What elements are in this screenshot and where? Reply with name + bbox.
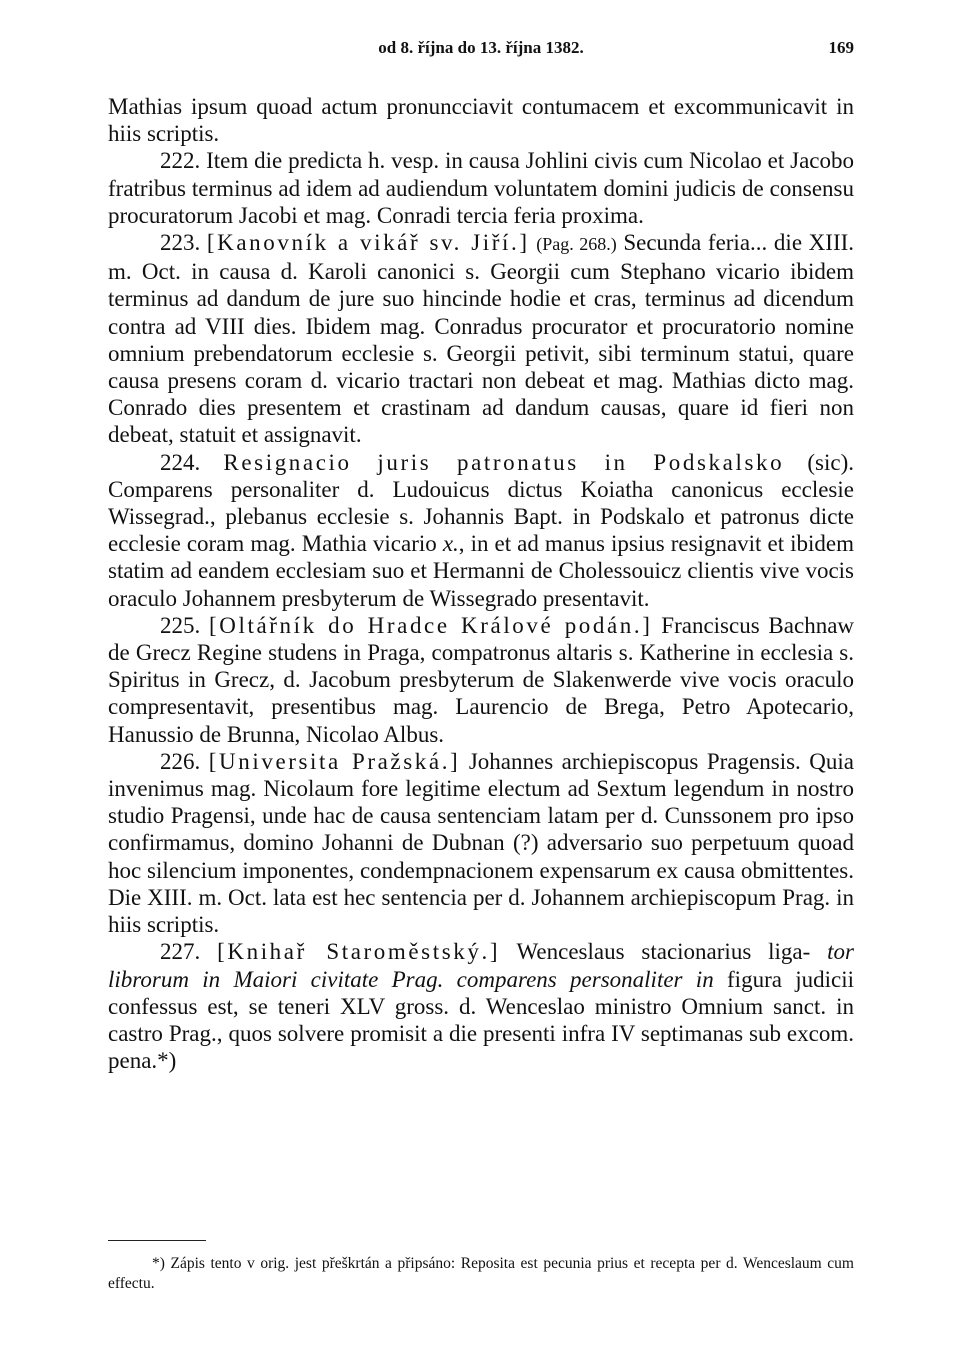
- entry-number: 224.: [160, 449, 201, 475]
- entry-rubric: [Kanovník a vikář sv. Jiří.]: [206, 230, 530, 256]
- body-text: [108, 93, 854, 1074]
- footnote-rule: [108, 1240, 206, 1241]
- entry-224: [108, 449, 854, 612]
- paragraph-text: Secunda feria... die XIII. m. Oct. in causa d. Karoli canonici s. Georgii cum Stephano vicario ibidem terminus ad dandum de jure suo hincinde hodie et cras, terminus ad dicendum contra ad VIII dies. Ibidem mag. Conradus procurator et procuratorio nomine omnium prebendatorum ecclesie s. Georgii petivit, sibi terminum statui, quare causa presens coram d. vicario tractari non debeat et mag. Mathias dicto mag. Conrado dies presentem et crastinam ad dandum causas, quare id fieri non debeat, statuit et assignavit.: [108, 230, 855, 448]
- paragraph-text: figura judicii confessus est, se teneri XLV gross. d. Wenceslao ministro Omnium sanct. in castro Prag., quos solvere promisit a die presenti infra IV septimanas sub excom. pena.*): [108, 966, 855, 1074]
- footnote-text: Zápis tento v orig. jest přeškrtán a připsáno: Reposita est pecunia prius et recepta per d. Wenceslaum cum effectu.: [108, 1255, 854, 1292]
- paragraph-text: Johannes archiepiscopus Pragensis. Quia invenimus mag. Nicolaum fore legitime electum ad Sextum legendum in nostro studio Pragensi, unde hac de causa sentenciam latam per d. Cunssonem pro ipso confirmamus, domino Johanni de Dubnan (?) adversario suo perpetuum quoad hoc silencium imponentes, condempnacionem expensarum ex causa obmittentes. Die XIII. m. Oct. lata est hec sentencia per d. Johannem archiepiscopum Prag. in hiis scriptis.: [108, 748, 855, 938]
- page-number: 169: [828, 38, 854, 57]
- paragraph-text: Wenceslaus stacionarius liga-: [516, 939, 811, 965]
- paragraph-text: Mathias ipsum quoad actum pronuncciavit contumacem et excommunicavit in hiis scriptis.: [108, 94, 854, 147]
- page-reference: (Pag. 268.): [536, 234, 617, 255]
- rubric-note: (sic).: [807, 449, 854, 475]
- paragraph-text: Franciscus Bachnaw de Grecz Regine studens in Praga, compatronus altaris s. Katherine in ecclesia s. Spiritus in Grecz, d. Jacobum presbyterum de Slakenwerde vive vocis oraculo compresentavit, presentibus mag. Laurencio de Brega, Petro Apotecario, Hanussio de Brunna, Nicolao Albus.: [108, 612, 855, 747]
- running-header: [108, 38, 854, 66]
- paragraph-continuation: [108, 93, 854, 147]
- paragraph-text: 222. Item die predicta h. vesp. in causa Johlini civis cum Nicolao et Jacobo fratribus terminus ad idem ad audiendum voluntatem domini judicis de consensu procuratorum Jacobi et mag. Conradi tercia feria proxima.: [108, 148, 854, 228]
- entry-number: 225.: [160, 612, 201, 638]
- entry-222: [108, 147, 854, 229]
- running-head-title: od 8. října do 13. října 1382.: [378, 38, 584, 57]
- footnote: [108, 1254, 854, 1294]
- paragraph-text: Comparens personaliter d. Ludouicus dictus Koiatha canonicus ecclesie Wissegrad., plebanus ecclesie s. Johannis Bapt. in Podskalo et patronus dicte ecclesie coram mag. Mathia vicario: [108, 476, 854, 557]
- entry-number: 226.: [160, 748, 201, 774]
- entry-227: [108, 938, 854, 1074]
- entry-rubric: [Universita Pražská.]: [208, 748, 461, 774]
- italic-text: tor librorum in Maiori civitate Prag. comparens personaliter in: [108, 939, 855, 992]
- entry-number: 227.: [160, 939, 201, 965]
- entry-rubric: [Knihař Staroměstský.]: [217, 939, 501, 965]
- footnote-marker: *): [152, 1255, 165, 1272]
- document-page: [108, 38, 854, 1074]
- entry-226: [108, 748, 854, 938]
- symbol-x: x.: [442, 531, 459, 557]
- entry-223: [108, 229, 854, 449]
- entry-rubric: Resignacio juris patronatus in Podskalsko: [223, 449, 785, 475]
- footnotes: [108, 1240, 854, 1294]
- paragraph-text: , in et ad manus ipsius resignavit et ibidem statim ad eandem ecclesiam suo et Hermanni de Cholessouicz clientis vive vocis oraculo Johannem presbyterum de Wissegrado presentavit.: [108, 531, 855, 611]
- entry-rubric: [Oltářník do Hradce Králové podán.]: [209, 612, 653, 638]
- entry-225: [108, 612, 854, 748]
- entry-number: 223.: [160, 230, 201, 256]
